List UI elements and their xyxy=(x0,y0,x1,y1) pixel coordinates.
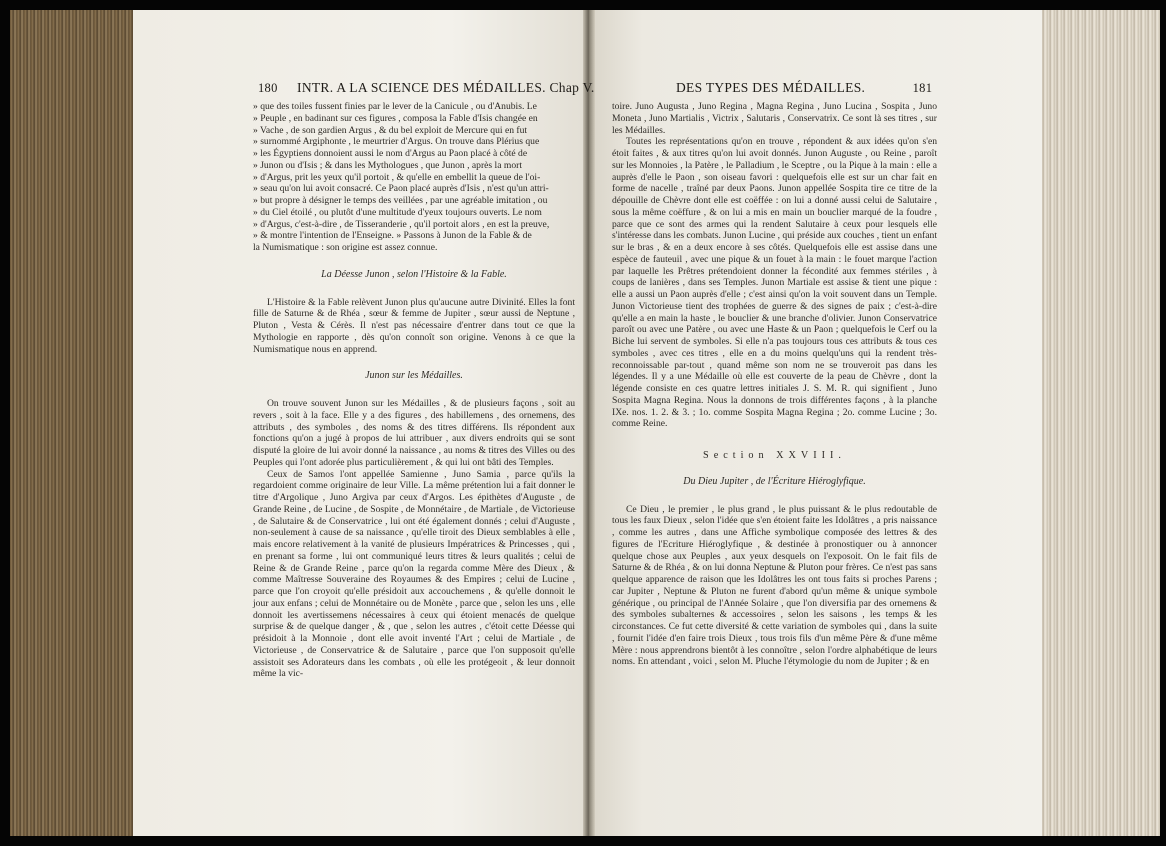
paragraph: toire. Juno Augusta , Juno Regina , Magna Regina , Juno Lucina , Sospita , Juno Moneta , Juno Martialis , Victrix , Salutaris , Conservatrix. Ce sont là ses titres , sur les Médailles. xyxy=(612,101,937,136)
section-title: Section XXVIII. xyxy=(703,450,846,461)
paragraph: L'Histoire & la Fable relèvent Junon plus qu'aucune autre Divinité. Elles la font fille de Saturne & de Rhéa , sœur & femme de Jupiter , sœur aussi de Neptune , Pluton , Vesta & Cérès. Il n'est pas nécessaire d'entrer dans tout ce que la Mythologie en rapporte , dès qu'on connoît son origine. Venons à ce que la Numismatique nous en apprend. xyxy=(253,296,575,355)
quoted-line: » Junon ou d'Isis ; & dans les Mythologues , que Junon , après la mort xyxy=(253,159,522,171)
paragraph: Ce Dieu , le premier , le plus grand , le plus puissant & le plus redoutable de tous les faux Dieux , selon l'idée que s'en étoient faite les Idolâtres , a pris naissance , comme les autres , dans une Affiche symbolique composée des lettres & des figures de l'Ecriture Hiéroglyfique , & destinée à pronostiquer ou à annoncer quelque chose aux Peuples , aux yeux desquels on l'exposoit. On le fait fils de Saturne & de Rhéa , & on lui donna Neptune & Pluton pour frères. Ce n'est pas sans quelque apparence de raison que les Idolâtres les ont tous faits si proches Parens ; car Jupiter , Neptune & Pluton ne furent d'abord qu'un même & unique symbole générique , ou principal de l'Année Solaire , que l'on diversifia par des ornemens & des symboles subalternes & accessoires , selon les saisons , les temps & les circonstances. Ce fut cette diversité & cette variation de symboles qui , dans la suite , fournit l'idée d'en faire trois Dieux , tous trois fils d'un même Père & d'une même Mère : nous apprendrons bientôt à les connoître , selon l'ordre alphabétique de leurs noms. En attendant , voici , selon M. Pluche l'étymologie du nom de Jupiter ; & en xyxy=(612,503,937,668)
left-header-title: INTR. A LA SCIENCE DES MÉDAILLES. Chap V. xyxy=(297,80,595,95)
right-page-edges xyxy=(1040,10,1160,836)
quoted-line: » les Égyptiens donnoient aussi le nom d'Argus au Paon placé à côté de xyxy=(253,148,528,159)
left-folio: 180 xyxy=(258,81,278,95)
left-page-edges xyxy=(10,10,135,836)
right-running-head xyxy=(676,80,932,96)
quoted-line: » Peuple , en badinant sur ces figures , composa la Fable d'Isis changée en xyxy=(253,112,538,124)
quoted-line: la Numismatique : son origine est assez connue. xyxy=(253,242,438,253)
right-folio: 181 xyxy=(912,81,933,95)
quoted-line: » & montre l'intention de l'Enseigne. » Passons à Junon de la Fable & de xyxy=(253,230,532,242)
quoted-line: » que des toiles fussent finies par le lever de la Canicule , ou d'Anubis. Le xyxy=(253,101,537,112)
left-page-text xyxy=(253,101,575,680)
quoted-line: » surnommé Argiphonte , le meurtrier d'Argus. On trouve dans Plérius que xyxy=(253,136,540,148)
left-running-head xyxy=(258,80,595,96)
paragraph: Toutes les représentations qu'on en trouve , répondent & aux idées qu'on s'en étoit faites , & aux titres qu'on lui avoit donnés. Junon Auguste , ou Reine , paroît sur les Monnoies , la Patère , le Palladium , le Sceptre , ou la Pique à la main : elle a auprès d'elle le Paon , son oiseau favori : quelquefois elle est sur un char fait en forme de nacelle , traîné par deux Paons. Junon appellée Sospita tire ce titre de la dépouille de Chèvre dont elle est coëffée : on lui a donné aussi celui de Salutaire , sous la même coëffure , & on lui a mis en main un bouclier marqué de la foudre , parce que ce sont des armes qui la rendent Salutaire à ceux pour lesquels elle s'intéresse dans les combats. Junon Lucine , qui préside aux couches , tient un enfant sur le bras , & en a deux encore à ses côtés. Quelquefois elle est assise dans une espèce de fauteuil , avec une pique & un fouet à la main : le fouet marque l'action par laquelle les Prêtres prétendoient donner la fécondité aux femmes stériles , à coups de lanières , dans ses Temples. Junon Martiale est assise & tient une pique : elle a aussi un Paon auprès d'elle ; c'est ainsi qu'on la voit souvent dans un Temple. Junon Victorieuse tient des trophées de guerre & des signes de paix ; c'est-à-dire qu'elle a en main la haste , le bouclier & une branche d'olivier. Junon Conservatrice paroît ou avec une Patère , ou avec une Haste & un Paon ; quelquefois le Cerf ou la Biche lui servent de symboles. Si elle n'a pas toujours tous ces attributs & tous ces symboles , avec ces titres , elle en a du moins quelqu'uns qui la rendent très-reconnoissable par-tout , quand même son nom ne se trouveroit pas dans les légendes. Il y a une Médaille où elle est couverte de la peau de Chèvre , dont la légende consiste en ces quatre lettres initiales J. S. M. R. qui signifient , Juno Sospita Magna Regina. Nous la donnons de trois différentes façons , à la planche IXe. nos. 1. 2. & 3. ; 1o. comme Sospita Magna Regina ; 2o. comme Lucine ; 3o. comme Reine. xyxy=(612,136,937,430)
paragraph: Ceux de Samos l'ont appellée Samienne , Juno Samia , parce qu'ils la regardoient comme originaire de leur Ville. La même prétention lui a fait donner le titre d'Argolique , Juno Argiva par ceux d'Argos. Les épithètes d'Auguste , de Grande Reine , de Lucine , de Sospite , de Monnétaire , de Martiale , de Victorieuse , de Salutaire & de Conservatrice , lui ont été également donnés ; celui d'Auguste , non-seulement à cause de sa naissance , qu'elle tiroit des Dieux semblables à elle , mais encore relativement à la vanité de plusieurs Impératrices & Princesses , qui , en prenant sa forme , lui ont communiqué leurs titres & leurs qualités ; celui de Reine & de Grande Reine , parce qu'on la regarda comme Mère des Dieux , & comme Maîtresse Souveraine des Royaumes & des Empires ; celui de Lucine , parce que l'on croyoit qu'elle présidoit aux accouchemens , & qu'elle donnoit le jour aux enfans ; celui de Monnétaire ou de Monète , parce que , selon les uns , elle donnoit les avertissemens nécessaires à ceux qui étoient menacés de quelque surprise & de quelque danger , & , que , selon les autres , c'étoit cette Déesse qui présidoit à la Monnoie , dont elle avoit inventé l'Art ; celui de Martiale , de Victorieuse , de Conservatrice & de Salutaire , parce que l'on supposoit qu'elle assistoit ses Adorateurs dans les combats , où elle les protégeoit , & leur donnoit même la vic- xyxy=(253,468,575,680)
quoted-line: » seau qu'on lui avoit consacré. Ce Paon placé auprès d'Isis , n'est qu'un attri- xyxy=(253,183,549,195)
right-header-title: DES TYPES DES MÉDAILLES. xyxy=(676,80,866,95)
paragraph: On trouve souvent Junon sur les Médailles , & de plusieurs façons , soit au revers , soit à la face. Elle y a des figures , des habillemens , des ornemens, des attributs , des symboles , des noms & des titres différens. Ils répondent aux fonctions qu'on a jugé à propos de lui attribuer , aux divers endroits qui se sont disputé la gloire de lui avoir donné la naissance , au noms & titres des Villes ou des Peuples qui l'ont adorée plus particulièrement , & qui lui ont bâti des Temples. xyxy=(253,398,575,468)
quoted-line: » d'Argus, prit les yeux qu'il portoit , & qu'elle en embellit la queue de l'oi- xyxy=(253,171,541,183)
quoted-line: » du Ciel étoilé , ou plutôt d'une multitude d'yeux toujours ouverts. Le nom xyxy=(253,206,542,218)
right-page-text xyxy=(612,101,937,668)
book-gutter xyxy=(583,10,595,836)
heading-juno-history: La Déesse Junon , selon l'Histoire & la Fable. xyxy=(321,268,507,280)
quoted-line: » Vache , de son gardien Argus , & du bel exploit de Mercure qui en fut xyxy=(253,124,528,136)
section-subtitle: Du Dieu Jupiter , de l'Écriture Hiéroglyfique. xyxy=(683,475,866,487)
heading-juno-medals: Junon sur les Médailles. xyxy=(365,370,463,382)
quoted-line: » d'Argus, c'est-à-dire , de Tisseranderie , qu'il portoit alors , en est la preuve, xyxy=(253,218,550,230)
quoted-line: » but propre à désigner le temps des veillées , par une agréable imitation , ou xyxy=(253,195,548,206)
